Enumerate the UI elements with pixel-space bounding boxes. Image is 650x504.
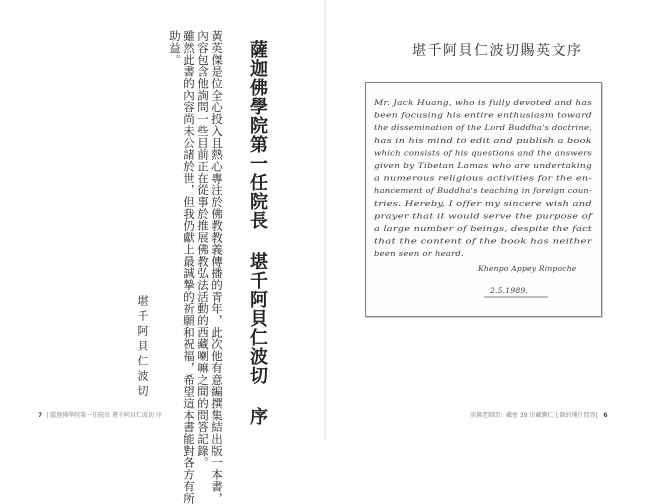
letter-line: Mr. Jack Huang, who is fully devoted and has xyxy=(372,98,592,107)
preface-body-column-3: 雖然此書的內容尚未公諸於世，但我仍獻上最誠摯的祈願和祝福，希望這本書能對各方有所 xyxy=(182,30,196,504)
letter-line: a numerous religious activities for the en- xyxy=(374,173,593,183)
left-page-number: 7 xyxy=(38,412,43,419)
letter-line: which consists of his questions and the answers xyxy=(374,148,592,158)
letter-line: been focusing his entire enthusiasm toward xyxy=(374,110,592,120)
preface-body-column-4: 助益。 xyxy=(168,30,182,66)
preface-body-column-1: 黃英傑是位全心投入且熱心專注於佛教教義傳播的青年，此次他有意編撰集結出版一本書， xyxy=(210,30,224,504)
page-gutter xyxy=(324,0,326,440)
letter-date: 2.5.1989. xyxy=(490,286,529,295)
handwritten-letter xyxy=(365,82,602,317)
left-running-head: 薩迦佛學院第一任院長 堪千阿貝仁波切 序 xyxy=(50,412,162,419)
preface-signature: 堪千阿貝仁波切 xyxy=(136,295,149,400)
letter-line: given by Tibetan Lamas who are undertaking xyxy=(374,161,592,170)
right-page-number: 6 xyxy=(603,412,608,419)
letter-line: hancement of Buddha's teaching in foreign coun- xyxy=(374,186,593,196)
english-preface-title: 堪千阿貝仁波切賜英文序 xyxy=(412,43,583,59)
letter-line: has in his mind to edit and publish a book xyxy=(374,135,593,145)
preface-title: 薩迦佛學院第一任院長 堪千阿貝仁波切 序 xyxy=(247,40,268,426)
right-footer: 活佛老師問：藏密 39 位藏寶仁上師的懂仕問答| 6 xyxy=(470,412,608,419)
letter-line: that the content of the book has neither xyxy=(374,236,593,246)
preface-body-column-2: 內容包含他詢問一些目前正在從事於推展佛教弘法活動的西藏喇嘛之間的問答記錄。 xyxy=(196,30,210,469)
letter-line: a large number of beings, despite the fact xyxy=(374,224,593,233)
letter-signature: Khenpo Appey Rinpoche xyxy=(478,264,577,273)
right-running-head: 活佛老師問：藏密 39 位藏寶仁上師的懂仕問答 xyxy=(470,412,596,419)
letter-line: the dissemination of the Lord Buddha's doctrine, xyxy=(374,123,592,133)
letter-line: tries. Hereby, I offer my sincere wish and xyxy=(374,198,592,208)
letter-line: prayer that it would serve the purpose of xyxy=(374,211,594,221)
left-footer: 7 | 薩迦佛學院第一任院長 堪千阿貝仁波切 序 xyxy=(38,412,162,419)
letter-line: been seen or heard. xyxy=(374,249,464,259)
